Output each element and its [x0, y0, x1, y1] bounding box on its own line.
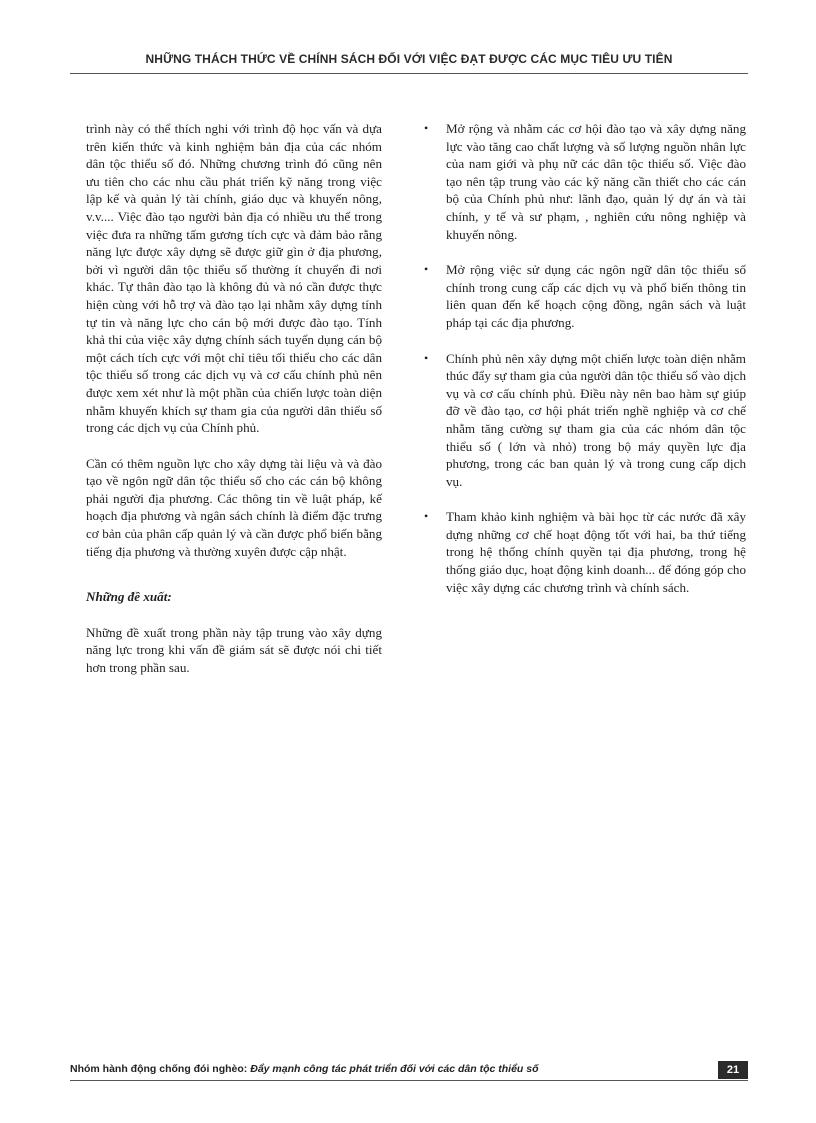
bullet-icon: • — [424, 121, 429, 135]
running-header: NHỮNG THÁCH THỨC VỀ CHÍNH SÁCH ĐỐI VỚI VIỆC ĐẠT ĐƯỢC CÁC MỤC TIÊU ƯU TIÊN — [145, 52, 673, 66]
right-column — [424, 120, 746, 614]
list-item-text: Mở rộng và nhằm các cơ hội đào tạo và xây dựng năng lực vào tăng cao chất lượng và số lượng nguồn nhân lực của nam giới và phụ nữ các dân tộc thiểu số. Việc đào tạo nên tập trung vào các kỹ năng cần thiết cho các cán bộ của Chính phủ như: lãnh đạo, quản lý dự án và tài chính, y tế và sư phạm, , nghiên cứu nông nghiệp và khuyến nông. — [446, 121, 746, 242]
footer-title: Đẩy mạnh công tác phát triển đối với các dân tộc thiểu số — [250, 1063, 539, 1075]
bullet-icon: • — [424, 350, 429, 365]
page-footer — [70, 1061, 748, 1079]
recommendation-list — [424, 120, 746, 596]
list-item — [424, 350, 746, 491]
left-column — [86, 120, 382, 695]
bullet-icon: • — [424, 262, 429, 277]
list-item — [424, 508, 746, 596]
list-item — [424, 261, 746, 331]
body-paragraph: trình này có thể thích nghi với trình độ học vấn và dựa trên kiến thức và kinh nghiệm bản địa của các nhóm dân tộc thiểu số đó. Những chương trình đó cũng nên ưu tiên cho các nhu cầu phát triển kỹ năng trong việc lập kế và quản lý tài chính, giáo dục và khuyến nông, v.v.... Việc đào tạo người bản địa có nhiều ưu thế trong việc đưa ra những tấm gương tích cực và đảm bảo rằng năng lực được xây dựng sẽ được giữ gìn ở địa phương, bởi vì người dân tộc thiểu số thường ít chuyển đi nơi khác. Tự thân đào tạo là không đủ và nó cần được thực hiện cùng với hỗ trợ và đào tạo lại nhằm xây dựng tính tự tin và năng lực cho cán bộ mới được đào tạo. Tính khả thi của việc xây dựng chính sách tuyển dụng cán bộ một cách tích cực với một chỉ tiêu tối thiểu cho các dân tộc thiểu số trong các dịch vụ và cơ cấu chính phủ nên được xem xét như là một phần của chiến lược toàn diện nhằm khuyến khích sự tham gia của người dân thiểu số trong các dịch vụ của Chính phủ. — [86, 121, 382, 436]
footer-text — [70, 1063, 539, 1075]
body-paragraph: Cần có thêm nguồn lực cho xây dựng tài liệu và và đào tạo về ngôn ngữ dân tộc thiểu số cho các cán bộ không phải người địa phương. Các thông tin về luật pháp, kế hoạch địa phương và ngân sách chính là điểm đặc trưng cơ bản của phân cấp quản lý và cần được phổ biến bằng tiếng địa phương và thường xuyên được cập nhật. — [86, 455, 382, 559]
page-number: 21 — [718, 1061, 748, 1079]
list-item-text: Chính phủ nên xây dựng một chiến lược toàn diện nhằm thúc đẩy sự tham gia của người dân tộc thiểu số vào dịch vụ và cơ cấu chính phủ. Điều này nên bao hàm sự giúp đỡ về đào tạo, cơ hội phát triển nghề nghiệp và cơ chế nhằm tăng cường sự tham gia của các nhóm dân tộc thiểu số ( lớn và nhỏ) trong bộ máy quyền lực địa phương, trong các ban quản lý và trong cung cấp dịch vụ. — [446, 350, 746, 489]
list-item-text: Tham khảo kinh nghiệm và bài học từ các nước đã xây dựng những cơ chế hoạt động tốt với hai, ba thứ tiếng trong hệ thống chính quyền tại địa phương, trong hệ thống giáo dục, hoạt động kinh doanh... để đóng góp cho việc xây dựng các chương trình và chính sách. — [446, 509, 746, 595]
footer-divider — [70, 1080, 748, 1081]
section-heading: Những đề xuất: — [86, 589, 172, 605]
list-item — [424, 120, 746, 243]
body-paragraph: Những đề xuất trong phần này tập trung vào xây dựng năng lực trong khi vấn đề giám sát sẽ được nói chi tiết hơn trong phần sau. — [86, 624, 382, 676]
footer-org: Nhóm hành động chống đói nghèo: — [70, 1063, 248, 1075]
bullet-icon: • — [424, 509, 429, 524]
header-divider — [70, 73, 748, 74]
list-item-text: Mở rộng việc sử dụng các ngôn ngữ dân tộc thiểu số chính trong cung cấp các dịch vụ và phổ biến thông tin liên quan đến kế hoạch cộng đồng, ngân sách và luật pháp tại các địa phương. — [446, 262, 746, 330]
